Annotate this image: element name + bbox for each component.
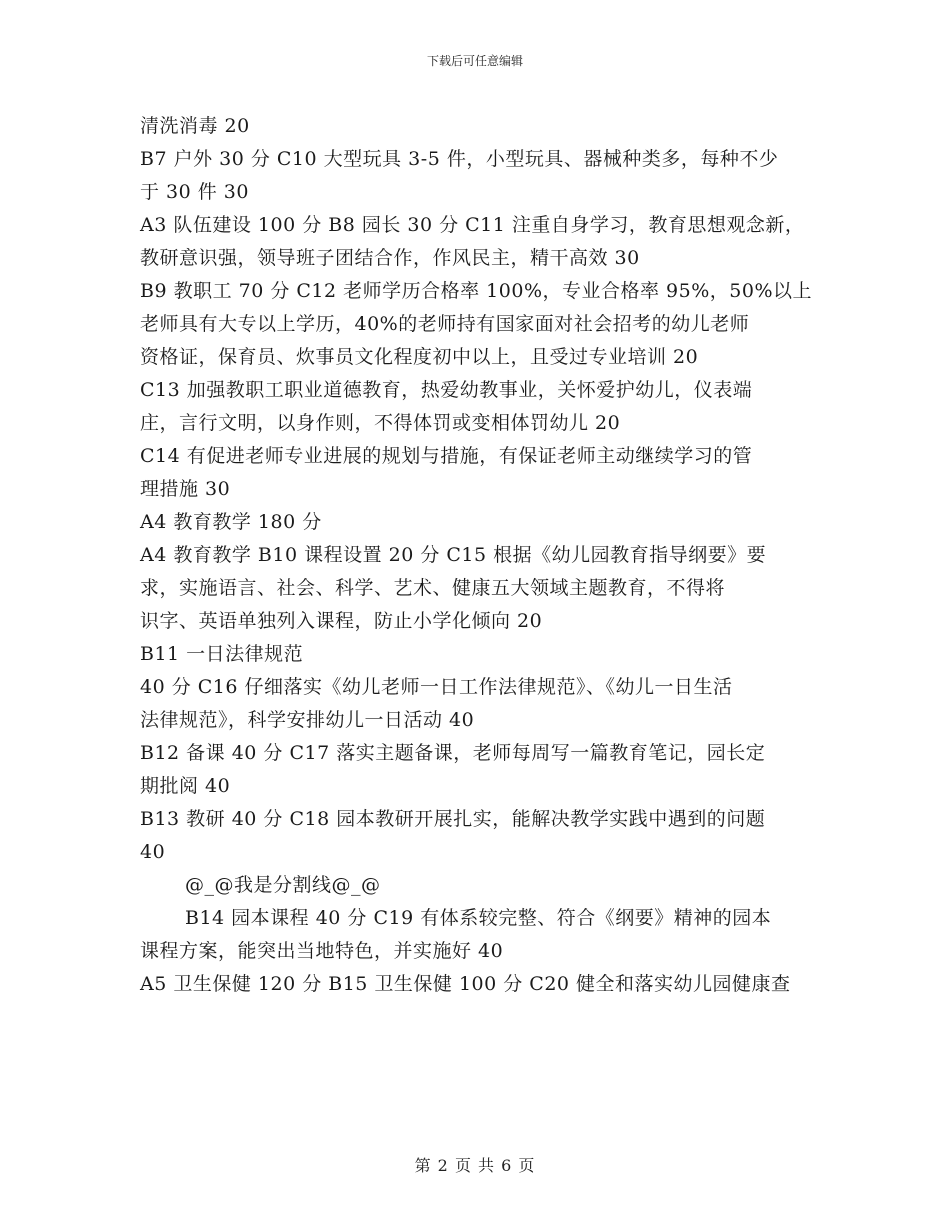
text-line: A4 教育教学 180 分 xyxy=(140,511,322,533)
text-line: 理措施 30 xyxy=(140,478,231,500)
text-line: 老师具有大专以上学历，40%的老师持有国家面对社会招考的幼儿老师 xyxy=(140,313,750,335)
text-line: A4 教育教学 B10 课程设置 20 分 C15 根据《幼儿园教育指导纲要》要 xyxy=(140,544,767,566)
text-line: 40 分 C16 仔细落实《幼儿老师一日工作法律规范》、《幼儿一日生活 xyxy=(140,676,733,698)
text-line: C14 有促进老师专业进展的规划与措施，有保证老师主动继续学习的管 xyxy=(140,445,753,467)
text-line: C13 加强教职工职业道德教育，热爱幼教事业，关怀爱护幼儿，仪表端 xyxy=(140,379,753,401)
text-line: B7 户外 30 分 C10 大型玩具 3-5 件，小型玩具、器械种类多，每种不少 xyxy=(140,148,779,170)
text-line: 教研意识强，领导班子团结合作，作风民主，精干高效 30 xyxy=(140,247,640,269)
text-line: 期批阅 40 xyxy=(140,775,231,797)
text-line: A5 卫生保健 120 分 B15 卫生保健 100 分 C20 健全和落实幼儿园健康查 xyxy=(140,973,791,995)
page-header: 下载后可任意编辑 xyxy=(426,54,523,68)
text-line: 于 30 件 30 xyxy=(140,181,249,203)
text-line: B12 备课 40 分 C17 落实主题备课，老师每周写一篇教育笔记，园长定 xyxy=(140,742,766,764)
text-line: B13 教研 40 分 C18 园本教研开展扎实，能解决教学实践中遇到的问题 xyxy=(140,808,766,830)
text-line: 法律规范》，科学安排幼儿一日活动 40 xyxy=(140,709,475,731)
text-line: B9 教职工 70 分 C12 老师学历合格率 100%，专业合格率 95%，50%以上 xyxy=(140,280,812,302)
text-line: 课程方案，能突出当地特色，并实施好 40 xyxy=(140,940,504,962)
page-number-footer: 第 2 页 共 6 页 xyxy=(414,1156,536,1175)
text-line: 资格证，保育员、炊事员文化程度初中以上，且受过专业培训 20 xyxy=(140,346,699,368)
text-line: A3 队伍建设 100 分 B8 园长 30 分 C11 注重自身学习，教育思想观念新， xyxy=(140,214,805,236)
text-line: B11 一日法律规范 xyxy=(140,643,304,665)
text-line: 清洗消毒 20 xyxy=(140,115,250,137)
text-line: B14 园本课程 40 分 C19 有体系较完整、符合《纲要》精神的园本 xyxy=(185,907,772,929)
document-body xyxy=(140,110,810,1001)
text-line: 40 xyxy=(140,841,166,863)
separator-line: @_@我是分割线@_@ xyxy=(185,874,381,896)
text-line: 识字、英语单独列入课程，防止小学化倾向 20 xyxy=(140,610,543,632)
text-line: 庄，言行文明，以身作则，不得体罚或变相体罚幼儿 20 xyxy=(140,412,621,434)
text-line: 求，实施语言、社会、科学、艺术、健康五大领域主题教育，不得将 xyxy=(140,577,726,599)
